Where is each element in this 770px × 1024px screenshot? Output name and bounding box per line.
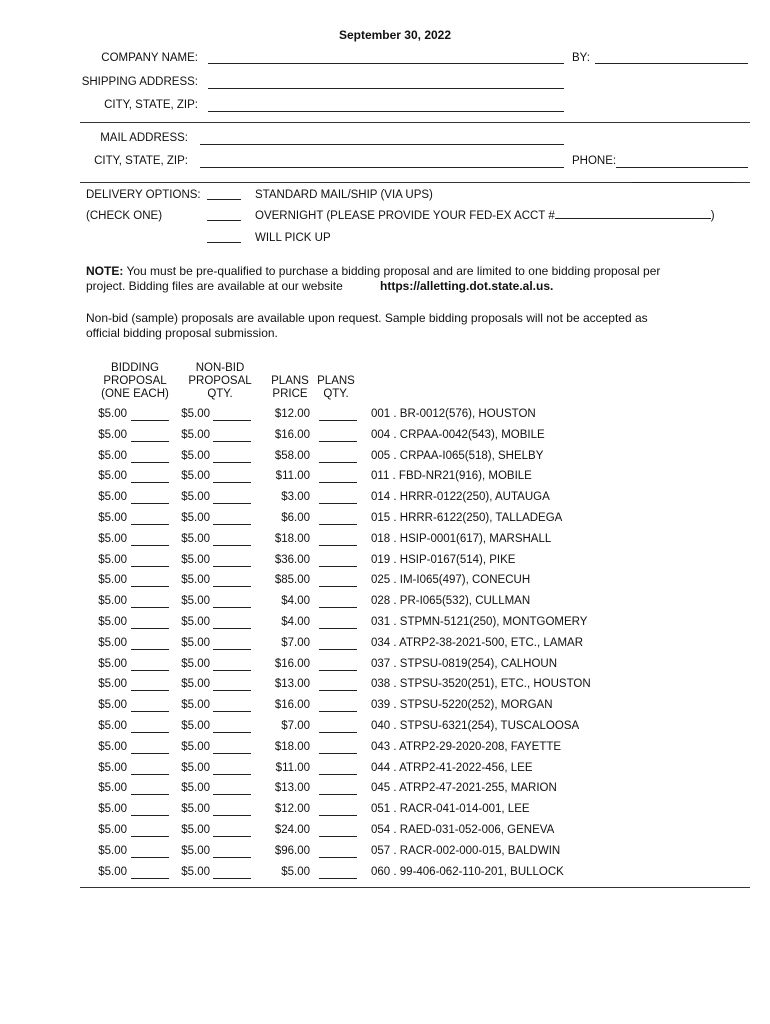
table-row [0, 762, 770, 782]
delivery-option-pickup: WILL PICK UP [255, 232, 331, 244]
company-name-label: COMPANY NAME: [101, 52, 198, 64]
nonbid-qty-field[interactable] [213, 690, 251, 691]
bid-price: $5.00 [98, 636, 127, 649]
nonbid-qty-field[interactable] [213, 670, 251, 671]
extra-line [632, 182, 735, 183]
nonbid-price: $5.00 [181, 782, 210, 795]
plans-qty-field[interactable] [319, 711, 357, 712]
project-description: 004 . CRPAA-0042(543), MOBILE [371, 428, 545, 441]
nonbid-qty-field[interactable] [213, 794, 251, 795]
bid-qty-field[interactable] [131, 545, 169, 546]
table-row [0, 450, 770, 470]
website-link[interactable]: https://alletting.dot.state.al.us. [380, 279, 554, 293]
nonbid-qty-field[interactable] [213, 836, 251, 837]
nonbid-price: $5.00 [181, 595, 210, 608]
table-row [0, 533, 770, 553]
nonbid-price: $5.00 [181, 470, 210, 483]
plans-price: $24.00 [274, 824, 310, 836]
nonbid-price: $5.00 [181, 491, 210, 504]
plans-qty-field[interactable] [319, 462, 357, 463]
plans-qty-field[interactable] [319, 420, 357, 421]
nonbid-qty-field[interactable] [213, 482, 251, 483]
header-text: QTY. [207, 388, 233, 400]
bottom-divider [80, 887, 750, 888]
bid-price: $5.00 [98, 678, 127, 691]
plans-price: $18.00 [274, 740, 310, 753]
bid-price: $5.00 [98, 720, 127, 732]
table-row [0, 554, 770, 574]
header-text: (ONE EACH) [101, 388, 169, 400]
project-description: 025 . IM-I065(497), CONECUH [371, 574, 531, 587]
nonbid-qty-field[interactable] [213, 524, 251, 525]
nonbid-price: $5.00 [181, 408, 210, 420]
header-text: QTY. [323, 388, 349, 400]
bid-qty-field[interactable] [131, 794, 169, 795]
nonbid-price: $5.00 [181, 512, 210, 524]
plans-qty-field[interactable] [319, 836, 357, 837]
delivery-option-standard: STANDARD MAIL/SHIP (VIA UPS) [255, 189, 433, 201]
nonbid-qty-field[interactable] [213, 815, 251, 816]
table-row [0, 658, 770, 678]
plans-price: $13.00 [274, 782, 310, 795]
bid-qty-field[interactable] [131, 503, 169, 504]
delivery-options-label: DELIVERY OPTIONS: [86, 189, 201, 201]
nonbid-qty-field[interactable] [213, 462, 251, 463]
nonbid-qty-field[interactable] [213, 545, 251, 546]
bid-price: $5.00 [98, 782, 127, 795]
table-row [0, 824, 770, 844]
bid-price: $5.00 [98, 761, 127, 774]
table-row [0, 491, 770, 511]
table-row [0, 782, 770, 802]
mail-address-field[interactable] [200, 144, 564, 145]
nonbid-price: $5.00 [181, 616, 210, 628]
nonbid-line-2: official bidding proposal submission. [86, 326, 278, 340]
nonbid-qty-field[interactable] [213, 753, 251, 754]
bid-price: $5.00 [98, 512, 127, 524]
plans-qty-field[interactable] [319, 566, 357, 567]
header-text: PROPOSAL [103, 375, 167, 387]
nonbid-qty-field[interactable] [213, 857, 251, 858]
bid-qty-field[interactable] [131, 607, 169, 608]
bid-price: $5.00 [98, 740, 127, 753]
nonbid-price: $5.00 [181, 532, 210, 545]
city-state-zip-label-1: CITY, STATE, ZIP: [104, 99, 198, 111]
plans-price: $16.00 [274, 699, 310, 712]
plans-price: $13.00 [274, 678, 310, 691]
table-row [0, 678, 770, 698]
shipping-address-label: SHIPPING ADDRESS: [81, 76, 198, 88]
plans-price: $16.00 [274, 657, 310, 670]
bid-price: $5.00 [98, 449, 127, 462]
plans-qty-field[interactable] [319, 503, 357, 504]
project-description: 018 . HSIP-0001(617), MARSHALL [371, 532, 552, 545]
project-description: 051 . RACR-041-014-001, LEE [371, 803, 530, 816]
note-text-2: project. Bidding files are available at our website [86, 279, 343, 293]
delivery-checkbox-standard[interactable] [207, 199, 241, 200]
bid-qty-field[interactable] [131, 732, 169, 733]
bid-price: $5.00 [98, 803, 127, 816]
nonbid-qty-field[interactable] [213, 628, 251, 629]
bid-price: $5.00 [98, 865, 127, 878]
nonbid-price: $5.00 [181, 657, 210, 670]
document-date: September 30, 2022 [338, 28, 452, 42]
project-description: 014 . HRRR-0122(250), AUTAUGA [371, 491, 550, 504]
nonbid-qty-field[interactable] [213, 441, 251, 442]
plans-price: $4.00 [281, 616, 310, 628]
project-description: 060 . 99-406-062-110-201, BULLOCK [371, 865, 564, 878]
bid-qty-field[interactable] [131, 711, 169, 712]
nonbid-price: $5.00 [181, 678, 210, 691]
plans-qty-field[interactable] [319, 690, 357, 691]
note-line-2 [86, 279, 343, 293]
project-description: 045 . ATRP2-47-2021-255, MARION [371, 782, 557, 795]
plans-qty-field[interactable] [319, 753, 357, 754]
bid-qty-field[interactable] [131, 628, 169, 629]
check-one-label: (CHECK ONE) [86, 210, 163, 222]
table-row [0, 429, 770, 449]
delivery-checkbox-overnight[interactable] [207, 220, 241, 221]
project-description: 001 . BR-0012(576), HOUSTON [371, 408, 536, 420]
bid-price: $5.00 [98, 595, 127, 608]
table-row [0, 595, 770, 615]
company-name-field[interactable] [208, 63, 564, 64]
city-state-zip-label-2: CITY, STATE, ZIP: [94, 155, 188, 167]
table-row [0, 845, 770, 865]
plans-qty-field[interactable] [319, 649, 357, 650]
nonbid-line-1: Non-bid (sample) proposals are available upon request. Sample bidding proposals will not be accepted as [86, 311, 648, 325]
plans-qty-field[interactable] [319, 545, 357, 546]
project-description: 040 . STPSU-6321(254), TUSCALOOSA [371, 720, 580, 732]
bid-price: $5.00 [98, 574, 127, 587]
plans-price: $7.00 [281, 636, 310, 649]
plans-price: $96.00 [274, 844, 310, 857]
header-plans-qty [308, 375, 364, 401]
project-description: 011 . FBD-NR21(916), MOBILE [371, 470, 532, 483]
header-text: PLANS [271, 375, 309, 387]
table-row [0, 699, 770, 719]
bid-price: $5.00 [98, 824, 127, 836]
bid-price: $5.00 [98, 408, 127, 420]
table-row [0, 803, 770, 823]
bid-qty-field[interactable] [131, 420, 169, 421]
nonbid-price: $5.00 [181, 553, 210, 566]
divider [80, 122, 750, 123]
project-description: 034 . ATRP2-38-2021-500, ETC., LAMAR [371, 636, 583, 649]
table-row [0, 408, 770, 428]
note-label: NOTE: [86, 264, 124, 278]
bid-qty-field[interactable] [131, 690, 169, 691]
nonbid-qty-field[interactable] [213, 586, 251, 587]
bid-price: $5.00 [98, 844, 127, 857]
bid-qty-field[interactable] [131, 857, 169, 858]
project-description: 043 . ATRP2-29-2020-208, FAYETTE [371, 740, 562, 753]
project-description: 044 . ATRP2-41-2022-456, LEE [371, 761, 533, 774]
nonbid-qty-field[interactable] [213, 566, 251, 567]
by-field[interactable] [595, 63, 748, 64]
phone-field[interactable] [616, 167, 748, 168]
note-line-1 [86, 264, 660, 278]
plans-qty-field[interactable] [319, 878, 357, 879]
project-description: 028 . PR-I065(532), CULLMAN [371, 595, 531, 608]
plans-price: $5.00 [281, 865, 310, 878]
nonbid-price: $5.00 [181, 449, 210, 462]
nonbid-qty-field[interactable] [213, 711, 251, 712]
bid-qty-field[interactable] [131, 774, 169, 775]
project-description: 054 . RAED-031-052-006, GENEVA [371, 824, 555, 836]
bid-qty-field[interactable] [131, 649, 169, 650]
bid-qty-field[interactable] [131, 836, 169, 837]
plans-qty-field[interactable] [319, 794, 357, 795]
plans-price: $58.00 [274, 449, 310, 462]
nonbid-qty-field[interactable] [213, 420, 251, 421]
plans-qty-field[interactable] [319, 441, 357, 442]
header-text: PLANS [317, 375, 355, 387]
plans-price: $18.00 [274, 532, 310, 545]
overnight-text: OVERNIGHT (PLEASE PROVIDE YOUR FED-EX ACCT # [255, 210, 555, 222]
nonbid-qty-field[interactable] [213, 774, 251, 775]
plans-qty-field[interactable] [319, 482, 357, 483]
bid-qty-field[interactable] [131, 586, 169, 587]
nonbid-qty-field[interactable] [213, 607, 251, 608]
bid-qty-field[interactable] [131, 753, 169, 754]
phone-label: PHONE: [572, 155, 617, 167]
plans-price: $3.00 [281, 491, 310, 504]
plans-price: $12.00 [274, 408, 310, 420]
bid-price: $5.00 [98, 470, 127, 483]
plans-price: $7.00 [281, 720, 310, 732]
nonbid-price: $5.00 [181, 761, 210, 774]
nonbid-price: $5.00 [181, 803, 210, 816]
table-row [0, 616, 770, 636]
table-row [0, 866, 770, 886]
bid-price: $5.00 [98, 657, 127, 670]
bid-price: $5.00 [98, 616, 127, 628]
table-row [0, 470, 770, 490]
project-description: 005 . CRPAA-I065(518), SHELBY [371, 449, 544, 462]
bid-qty-field[interactable] [131, 524, 169, 525]
header-bidding-proposal [90, 362, 180, 401]
plans-qty-field[interactable] [319, 524, 357, 525]
plans-price: $12.00 [274, 803, 310, 816]
plans-qty-field[interactable] [319, 607, 357, 608]
shipping-address-field[interactable] [208, 88, 564, 89]
table-row [0, 720, 770, 740]
plans-qty-field[interactable] [319, 586, 357, 587]
table-row [0, 741, 770, 761]
header-text: PROPOSAL [188, 375, 252, 387]
delivery-option-overnight [255, 210, 715, 222]
nonbid-price: $5.00 [181, 740, 210, 753]
plans-price: $11.00 [275, 761, 310, 774]
plans-qty-field[interactable] [319, 815, 357, 816]
bid-qty-field[interactable] [131, 878, 169, 879]
plans-qty-field[interactable] [319, 774, 357, 775]
plans-price: $85.00 [274, 574, 310, 587]
project-description: 057 . RACR-002-000-015, BALDWIN [371, 844, 561, 857]
bid-price: $5.00 [98, 491, 127, 504]
bid-qty-field[interactable] [131, 566, 169, 567]
project-description: 031 . STPMN-5121(250), MONTGOMERY [371, 616, 588, 628]
nonbid-price: $5.00 [181, 720, 210, 732]
nonbid-price: $5.00 [181, 636, 210, 649]
bid-qty-field[interactable] [131, 441, 169, 442]
header-nonbid-proposal [175, 362, 265, 401]
overnight-close: ) [710, 210, 715, 222]
nonbid-price: $5.00 [181, 699, 210, 712]
plans-qty-field[interactable] [319, 628, 357, 629]
city-state-zip-field-1[interactable] [208, 111, 564, 112]
bid-price: $5.00 [98, 532, 127, 545]
header-text: NON-BID [195, 362, 245, 374]
project-description: 015 . HRRR-6122(250), TALLADEGA [371, 512, 563, 524]
nonbid-price: $5.00 [181, 844, 210, 857]
nonbid-price: $5.00 [181, 428, 210, 441]
delivery-checkbox-pickup[interactable] [207, 242, 241, 243]
project-description: 038 . STPSU-3520(251), ETC., HOUSTON [371, 678, 591, 691]
nonbid-qty-field[interactable] [213, 649, 251, 650]
project-description: 037 . STPSU-0819(254), CALHOUN [371, 657, 557, 670]
project-description: 039 . STPSU-5220(252), MORGAN [371, 699, 553, 712]
table-row [0, 637, 770, 657]
plans-price: $16.00 [274, 428, 310, 441]
mail-address-label: MAIL ADDRESS: [100, 132, 188, 144]
bid-qty-field[interactable] [131, 815, 169, 816]
nonbid-price: $5.00 [181, 574, 210, 587]
table-row [0, 512, 770, 532]
plans-price: $4.00 [281, 595, 310, 608]
plans-price: $11.00 [275, 470, 310, 483]
city-state-zip-field-2[interactable] [200, 167, 564, 168]
header-text: PRICE [272, 388, 308, 400]
nonbid-qty-field[interactable] [213, 732, 251, 733]
header-text: BIDDING [111, 362, 159, 374]
plans-price: $36.00 [274, 553, 310, 566]
nonbid-price: $5.00 [181, 865, 210, 878]
bid-price: $5.00 [98, 428, 127, 441]
plans-qty-field[interactable] [319, 732, 357, 733]
plans-qty-field[interactable] [319, 857, 357, 858]
fedex-account-field[interactable] [555, 218, 711, 219]
bid-qty-field[interactable] [131, 462, 169, 463]
bid-price: $5.00 [98, 699, 127, 712]
by-label: BY: [572, 52, 590, 64]
bid-qty-field[interactable] [131, 482, 169, 483]
plans-qty-field[interactable] [319, 670, 357, 671]
table-row [0, 574, 770, 594]
note-text-1: You must be pre-qualified to purchase a bidding proposal and are limited to one bidding proposal per [126, 264, 661, 278]
bid-qty-field[interactable] [131, 670, 169, 671]
nonbid-qty-field[interactable] [213, 503, 251, 504]
plans-price: $6.00 [281, 512, 310, 524]
nonbid-price: $5.00 [181, 824, 210, 836]
bid-price: $5.00 [98, 553, 127, 566]
project-description: 019 . HSIP-0167(514), PIKE [371, 553, 516, 566]
nonbid-qty-field[interactable] [213, 878, 251, 879]
